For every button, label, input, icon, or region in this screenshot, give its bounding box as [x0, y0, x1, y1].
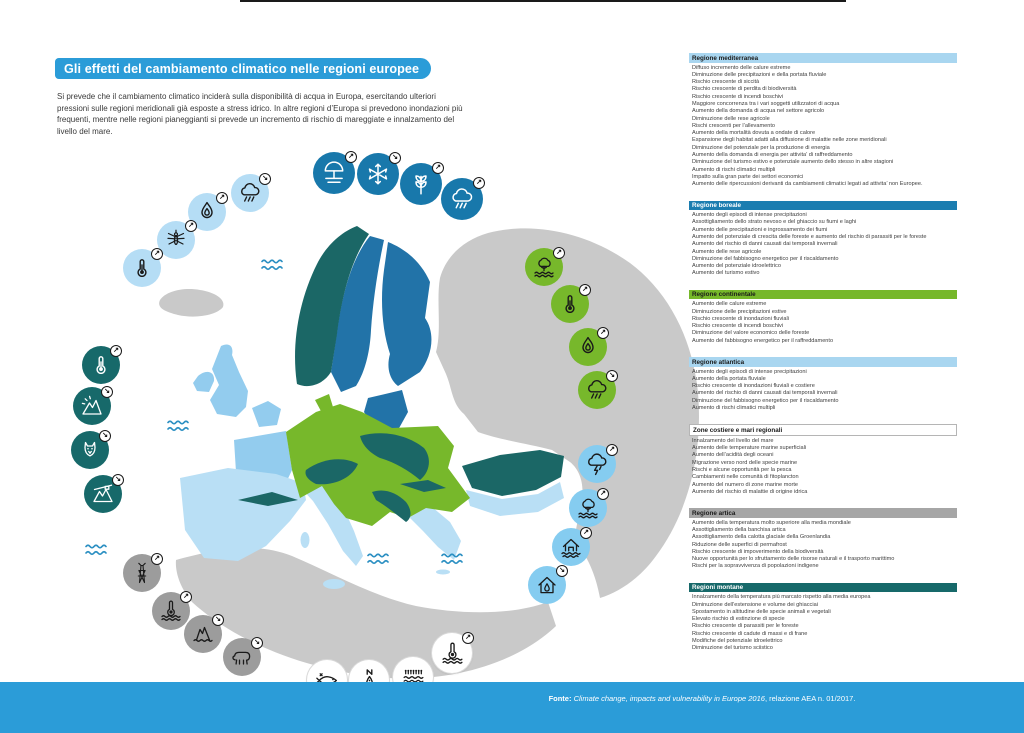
- region-section-montane: [689, 583, 957, 653]
- trend-up-badge: ↗: [597, 488, 609, 500]
- mountain-ski-icon: [84, 475, 122, 513]
- region-effect-item: Innalzamento della temperatura più marcato rispetto alla media europea: [692, 594, 871, 601]
- region-header-mediterranea: Regione mediterranea: [689, 53, 957, 63]
- region-effect-item: Diminuzione del fabbisogno energetico per il riscaldamento: [692, 255, 839, 262]
- trend-up-badge: ↗: [473, 177, 485, 189]
- region-effect-item: Riduzione delle superfici di permafrost: [692, 541, 787, 548]
- page-title: Gli effetti del cambiamento climatico nelle regioni europee: [64, 61, 420, 76]
- region-effect-item: Impatto sulla gran parte dei settori economici: [692, 173, 804, 180]
- trend-up-badge: ↗: [553, 247, 565, 259]
- trend-up-badge: ↗: [345, 151, 357, 163]
- snowflake-icon: [357, 153, 399, 195]
- trend-down-badge: ↘: [389, 152, 401, 164]
- region-effect-item: Aumento della mortalità dovuta a ondate di calore: [692, 130, 816, 137]
- region-effect-item: Diminuzione del turismo estivo e potenziale aumento dello stesso in altre stagioni: [692, 159, 894, 166]
- region-effect-item: Aumento degli episodi di intense precipitazioni: [692, 368, 807, 375]
- title-bar: [55, 58, 431, 79]
- region-effect-item: Diminuzione delle rese agricole: [692, 115, 770, 122]
- region-effect-item: Aumento della domanda di acqua nel settore agricolo: [692, 108, 825, 115]
- region-effect-item: Diminuzione del potenziale per la produzione di energia: [692, 144, 830, 151]
- region-effect-item: Aumento del rischio di malattie di origine idrica: [692, 488, 808, 495]
- region-effect-item: Aumento delle ripercussioni derivanti da cambiamenti climatici legati ad attivita’ non Europee.: [692, 181, 923, 188]
- sea-waves-icon: [437, 547, 467, 571]
- pylon-icon: [123, 554, 161, 592]
- thermo-waves-icon: [152, 592, 190, 630]
- trend-up-badge: ↗: [180, 591, 192, 603]
- trend-down-badge: ↘: [112, 474, 124, 486]
- region-section-continentale: [689, 290, 957, 345]
- region-section-atlantica: [689, 357, 957, 412]
- sea-waves-icon: [81, 538, 111, 562]
- beach-umbrella-icon: [313, 152, 355, 194]
- sea-waves-icon: [257, 253, 287, 277]
- region-effect-item: Diminuzione del turismo sciistico: [692, 645, 773, 652]
- region-effect-item: Rischio crescente di incendi boschivi: [692, 323, 784, 330]
- footer-source: [380, 694, 1024, 703]
- thermometer-icon: [82, 346, 120, 384]
- region-header-atlantica: Regione atlantica: [689, 357, 957, 367]
- region-effect-item: Aumento del rischio di danni causati dai temporali invernali: [692, 241, 838, 248]
- region-effect-item: Aumento di rischi climatici multipli: [692, 166, 776, 173]
- region-items-zone-costiere: [689, 436, 957, 496]
- region-effect-item: Aumento delle precipitazioni e ingrossamento dei fiumi: [692, 226, 828, 233]
- sea-waves-icon: [163, 414, 193, 438]
- trend-down-badge: ↘: [556, 565, 568, 577]
- trend-up-badge: ↗: [462, 632, 474, 644]
- region-effect-item: Rischio crescente di impoverimento della biodiversità: [692, 548, 824, 555]
- region-effect-item: Nuove opportunità per lo sfruttamento delle risorse naturali e il trasporto marittimo: [692, 556, 895, 563]
- region-items-montane: [689, 592, 957, 652]
- region-header-zone-costiere: Zone costiere e mari regionali: [689, 424, 957, 436]
- cloud-rain-icon: [578, 371, 616, 409]
- region-effect-item: Rischio crescente di inondazioni fluviali: [692, 315, 790, 322]
- region-effect-item: Migrazione verso nord delle specie marine: [692, 459, 798, 466]
- wheat-icon: [400, 163, 442, 205]
- trend-up-badge: ↗: [110, 345, 122, 357]
- region-section-zone-costiere: [689, 424, 957, 496]
- trend-down-badge: ↘: [99, 430, 111, 442]
- region-effect-item: Assottigliamento dello strato nevoso e del ghiaccio su fiumi e laghi: [692, 219, 857, 226]
- region-items-continentale: [689, 299, 957, 345]
- map-central-europe: [286, 404, 470, 526]
- region-section-artica: [689, 508, 957, 571]
- region-effect-item: Rischio crescente di incendi boschivi: [692, 93, 784, 100]
- iceberg-icon: [184, 615, 222, 653]
- flame-icon: [569, 328, 607, 366]
- thermo-waves-icon: [432, 633, 472, 673]
- trend-up-badge: ↗: [580, 527, 592, 539]
- trend-up-badge: ↗: [151, 553, 163, 565]
- footer-source-label: Fonte:: [548, 694, 572, 703]
- map-finland: [382, 242, 431, 386]
- region-effect-item: Aumento delle rese agricole: [692, 248, 762, 255]
- region-effect-item: Aumento del potenziale idroelettrico: [692, 263, 781, 270]
- regions-panel: [689, 53, 957, 665]
- region-effect-item: Aumento del rischio di danni causati dai temporali invernali: [692, 390, 838, 397]
- sea-waves-icon: [363, 547, 393, 571]
- map-sicily: [323, 579, 345, 589]
- region-effect-item: Diminuzione del valore economico delle foreste: [692, 330, 810, 337]
- wolf-icon: [71, 431, 109, 469]
- region-section-mediterranea: [689, 53, 957, 189]
- map-benelux: [252, 401, 281, 427]
- region-effect-item: Aumento della temperatura molto superiore alla media mondiale: [692, 519, 851, 526]
- trend-up-badge: ↗: [185, 220, 197, 232]
- region-effect-item: Rischi e alcune opportunità per la pesca: [692, 466, 792, 473]
- region-effect-item: Aumento del potenziale di crescita delle foreste e aumento del rischio di parassiti per le foreste: [692, 233, 927, 240]
- region-header-artica: Regione artica: [689, 508, 957, 518]
- map-iberia: [180, 468, 306, 561]
- trend-up-badge: ↗: [579, 284, 591, 296]
- trend-up-badge: ↗: [606, 444, 618, 456]
- trend-down-badge: ↘: [606, 370, 618, 382]
- region-effect-item: Rischio crescente di perdita di biodiversità: [692, 86, 797, 93]
- trend-down-badge: ↘: [251, 637, 263, 649]
- cloud-rain-icon: [231, 174, 269, 212]
- region-effect-item: Aumento della portata fluviale: [692, 375, 766, 382]
- region-header-boreale: Regione boreale: [689, 201, 957, 211]
- region-items-atlantica: [689, 367, 957, 413]
- region-header-montane: Regioni montane: [689, 583, 957, 593]
- mountain-sun-icon: [73, 387, 111, 425]
- region-effect-item: Diminuzione del fabbisogno energetico per il riscaldamento: [692, 397, 839, 404]
- region-effect-item: Rischio crescente di cadute di massi e di frane: [692, 630, 808, 637]
- intro-paragraph: Si prevede che il cambiamento climatico inciderà sulla disponibilità di acqua in Europa, esercitando ulteriori pressioni sulle regioni meridionali già esposte a stress idrico. In altre regioni d’Europa si prevedono inondazioni più frequenti, mentre nelle regioni pianeggianti si prevede un incremento di rischio di mareggiate e innalzamento del livello del mare.: [57, 92, 463, 136]
- region-effect-item: Aumento del turismo estivo: [692, 270, 760, 277]
- region-effect-item: Innalzamento del livello del mare: [692, 437, 774, 444]
- cloud-storm-icon: [578, 445, 616, 483]
- trend-down-badge: ↘: [212, 614, 224, 626]
- region-effect-item: Elevato rischio di estinzione di specie: [692, 616, 785, 623]
- map-iceland: [159, 289, 223, 317]
- thermometer-icon: [551, 285, 589, 323]
- region-section-boreale: [689, 201, 957, 278]
- musk-ox-icon: [223, 638, 261, 676]
- house-flood-icon: [552, 528, 590, 566]
- region-effect-item: Aumento del numero di zone marine morte: [692, 481, 799, 488]
- region-items-boreale: [689, 210, 957, 278]
- region-effect-item: Aumento degli episodi di intense precipitazioni: [692, 212, 807, 219]
- region-effect-item: Aumento di rischi climatici multipli: [692, 404, 776, 411]
- tree-waves-icon: [569, 489, 607, 527]
- region-effect-item: Aumento delle temperature marine superficiali: [692, 445, 807, 452]
- footer-source-rest: , relazione AEA n. 01/2017.: [764, 694, 856, 703]
- region-effect-item: Diffuso incremento delle calure estreme: [692, 64, 791, 71]
- region-effect-item: Aumento dell’acidità degli oceani: [692, 452, 774, 459]
- region-effect-item: Aumento delle calure estreme: [692, 301, 767, 308]
- region-effect-item: Diminuzione delle precipitazioni e della portata fluviale: [692, 71, 827, 78]
- trend-up-badge: ↗: [216, 192, 228, 204]
- region-effect-item: Aumento della domanda di energia per attivita’ di raffreddamento: [692, 152, 853, 159]
- footer-bar: [0, 682, 1024, 733]
- region-effect-item: Maggiore concorrenza tra i vari soggetti utilizzatori di acqua: [692, 100, 840, 107]
- region-items-artica: [689, 518, 957, 571]
- region-effect-item: Rischi per la sopravvivenza di popolazioni indigene: [692, 563, 819, 570]
- trend-up-badge: ↗: [597, 327, 609, 339]
- trend-up-badge: ↗: [432, 162, 444, 174]
- region-effect-item: Espansione degli habitat adatti alla diffusione di malattie nelle zone meridionali: [692, 137, 887, 144]
- region-effect-item: Rischio crescente di inondazioni fluviali e costiere: [692, 383, 815, 390]
- thermometer-icon: [123, 249, 161, 287]
- region-effect-item: Modifiche del potenziale idroelettrico: [692, 638, 783, 645]
- region-effect-item: Rischi crescenti per l’allevamento: [692, 122, 776, 129]
- region-effect-item: Assottigliamento della banchisa artica: [692, 526, 786, 533]
- region-effect-item: Diminuzione delle precipitazioni estive: [692, 308, 787, 315]
- trend-down-badge: ↘: [101, 386, 113, 398]
- trend-down-badge: ↘: [259, 173, 271, 185]
- cloud-rain-icon: [441, 178, 483, 220]
- trend-up-badge: ↗: [151, 248, 163, 260]
- region-effect-item: Rischio crescente di parassiti per le foreste: [692, 623, 799, 630]
- map-sardinia: [301, 532, 310, 548]
- region-effect-item: Cambiamenti nelle comunità di fitoplancton: [692, 474, 799, 481]
- region-effect-item: Assottigliamento della calotta glaciale della Groenlandia: [692, 534, 831, 541]
- map-great-britain: [210, 344, 248, 417]
- region-effect-item: Rischio crescente di siccità: [692, 79, 760, 86]
- map-ireland: [193, 372, 214, 392]
- footer-source-title: Climate change, impacts and vulnerability in Europe 2016: [573, 694, 765, 703]
- region-header-continentale: Regione continentale: [689, 290, 957, 300]
- region-effect-item: Spostamento in altitudine delle specie animali e vegetali: [692, 608, 831, 615]
- house-drop-icon: [528, 566, 566, 604]
- region-items-mediterranea: [689, 63, 957, 189]
- region-effect-item: Aumento del fabbisogno energetico per il raffreddamento: [692, 337, 834, 344]
- region-effect-item: Diminuzione dell’estensione e volume dei ghiacciai: [692, 601, 818, 608]
- tree-waves-icon: [525, 248, 563, 286]
